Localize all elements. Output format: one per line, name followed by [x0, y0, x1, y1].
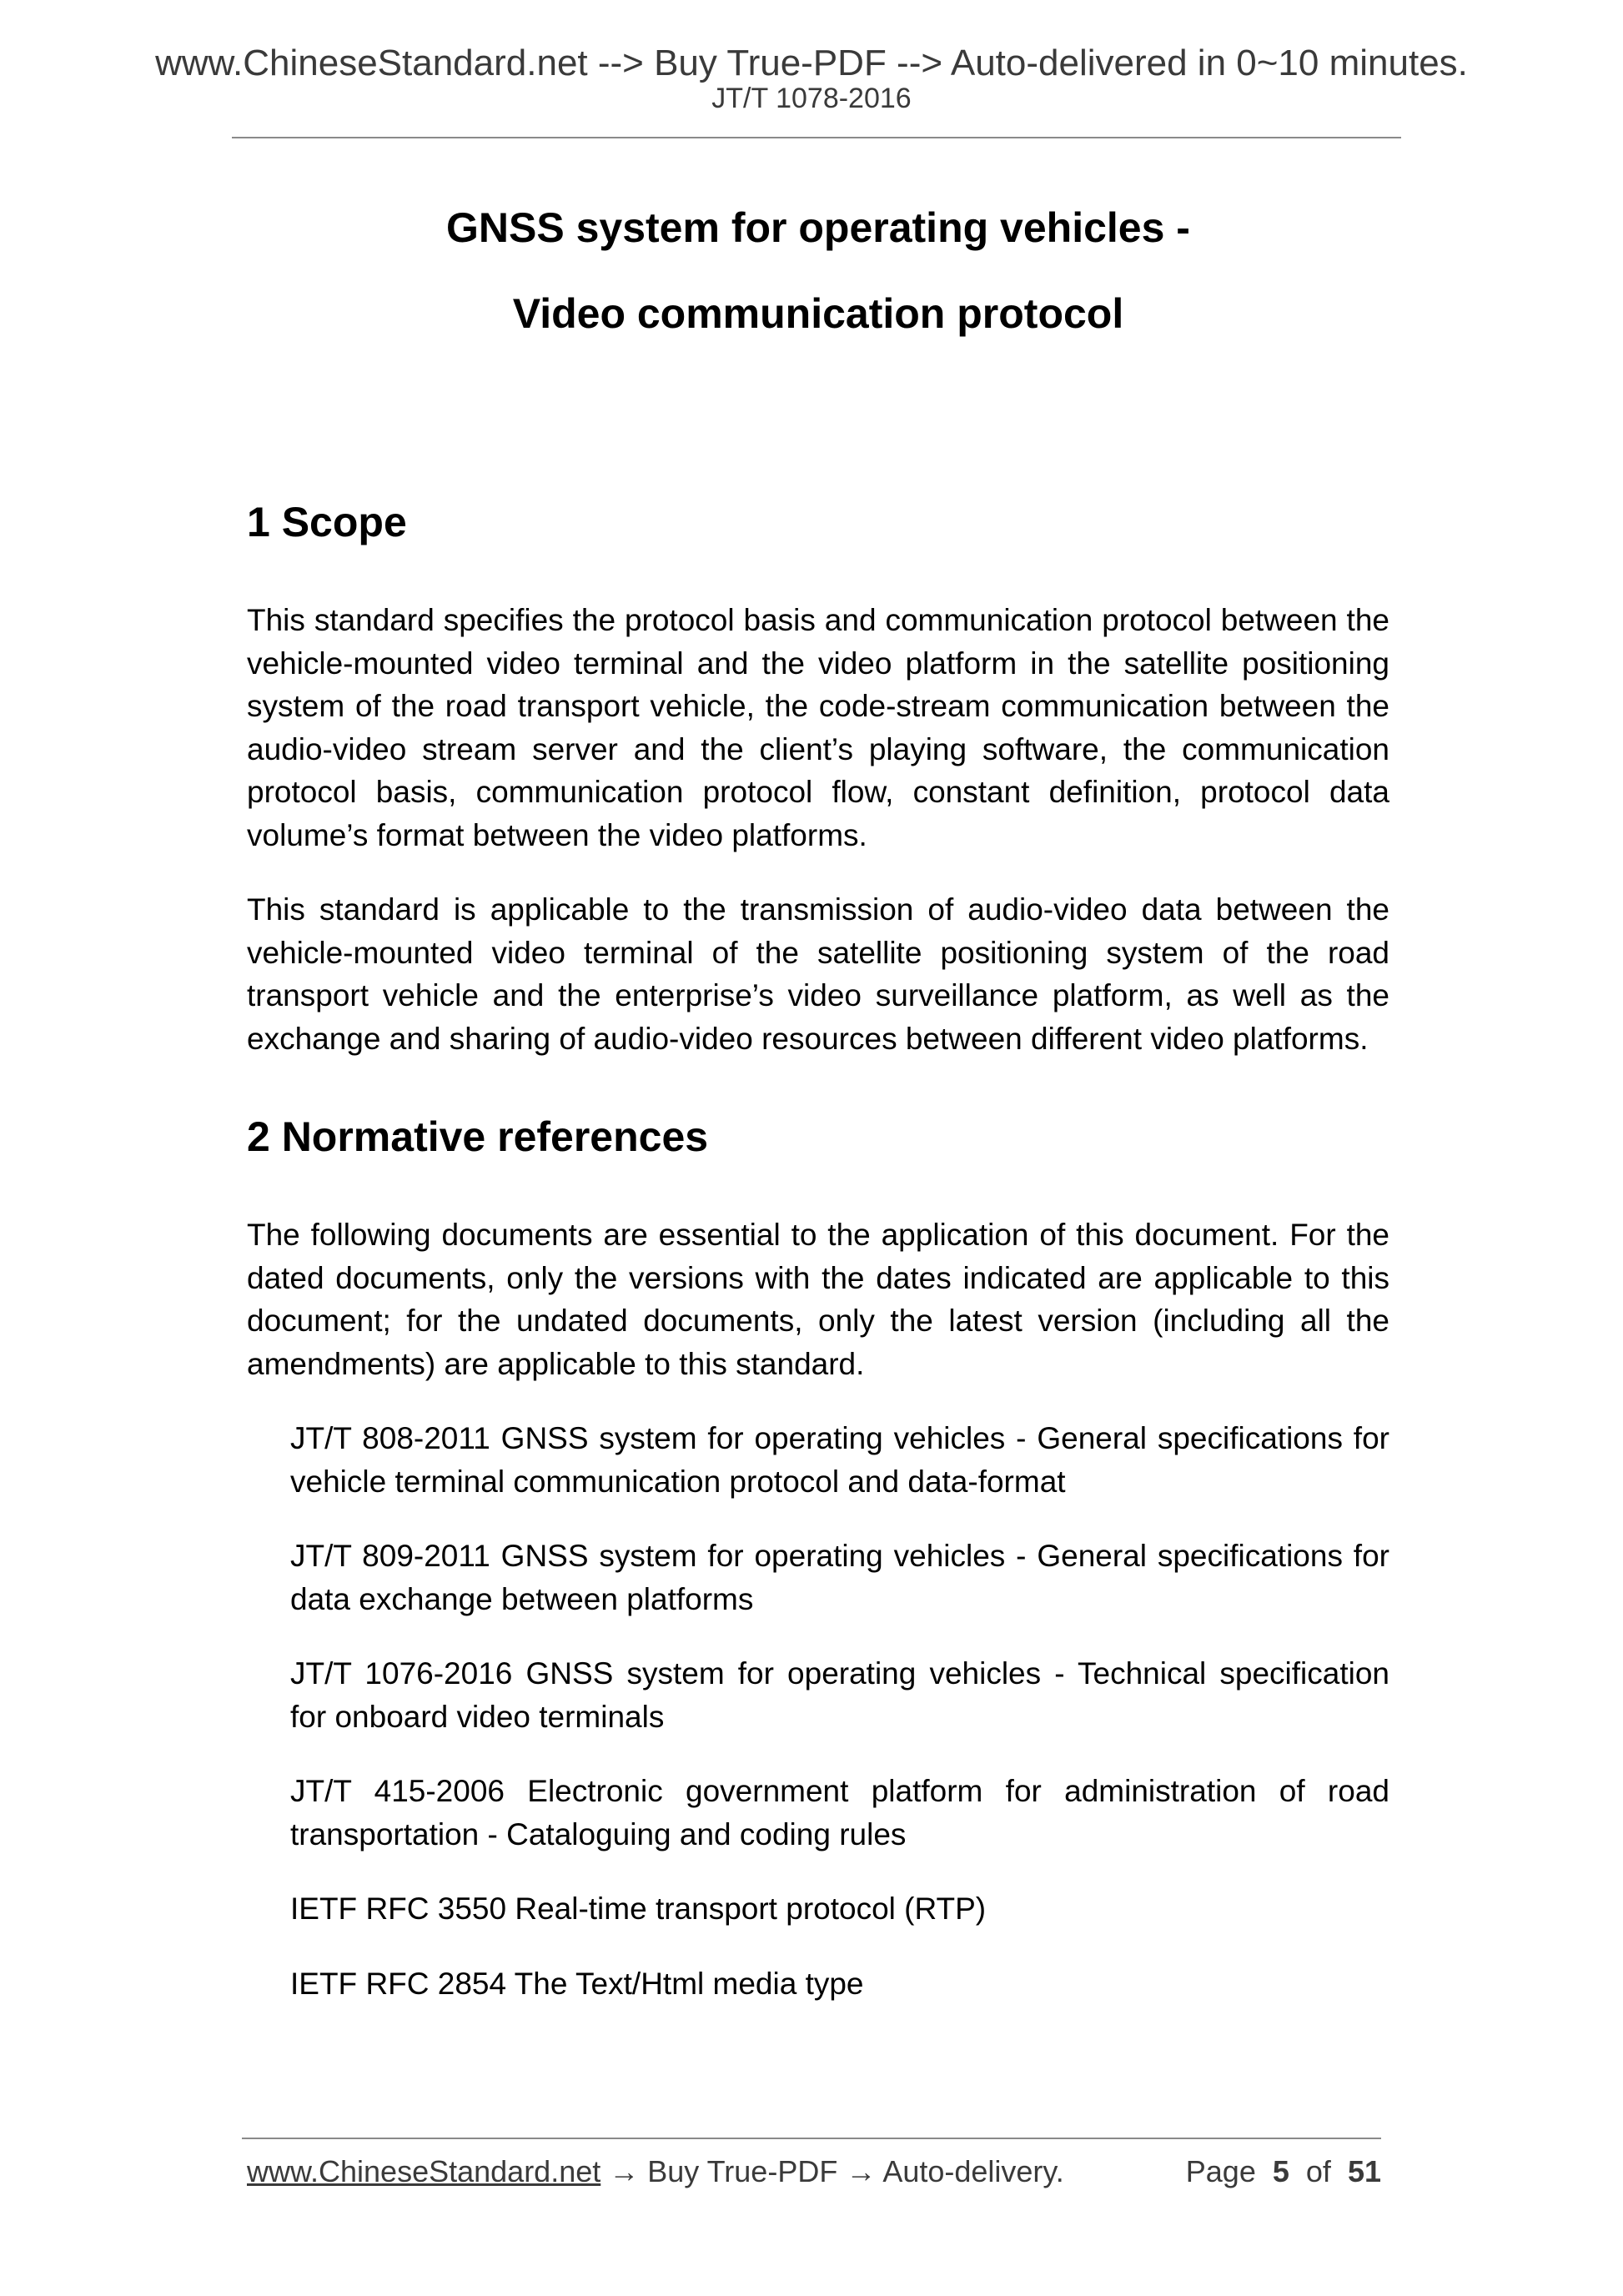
page-word: Page	[1185, 2154, 1256, 2188]
header-divider	[232, 137, 1401, 138]
reference-item: JT/T 809-2011 GNSS system for operating vehicles - General specifications for data exchange between platforms	[290, 1539, 1389, 1616]
reference-list	[247, 1417, 1389, 2005]
header-banner: www.ChineseStandard.net --> Buy True-PDF --> Auto-delivered in 0~10 minutes.	[155, 43, 1468, 83]
footer-tagline: → Buy True-PDF → Auto-delivery.	[600, 2154, 1064, 2188]
page-of: of	[1305, 2154, 1331, 2188]
section-heading-scope: 1 Scope	[247, 499, 407, 545]
scope-paragraph-1: This standard specifies the protocol basis and communication protocol between the vehicle-mounted video terminal and the video platform in the satellite positioning system of the road transport vehicle, the code-stream communication between the audio-video stream server and the client’s playing software, the communication protocol basis, communication protocol flow, constant definition, protocol data volume’s format between the video platforms.	[247, 603, 1389, 852]
reference-item: JT/T 808-2011 GNSS system for operating vehicles - General specifications for vehicle terminal communication protocol and data-format	[290, 1421, 1389, 1499]
document-title-line-1: GNSS system for operating vehicles -	[446, 204, 1190, 251]
reference-item: IETF RFC 3550 Real-time transport protocol (RTP)	[290, 1892, 987, 1926]
footer-divider	[242, 2138, 1381, 2139]
reference-item: JT/T 1076-2016 GNSS system for operating vehicles - Technical specification for onboard video terminals	[290, 1656, 1389, 1734]
reference-item: IETF RFC 2854 The Text/Html media type	[290, 1966, 864, 2001]
references-intro-paragraph: The following documents are essential to the application of this document. For the dated documents, only the versions with the dates indicated are applicable to this document; for the undated documents, only the latest version (including all the amendments) are applicable to this standard.	[247, 1218, 1389, 1381]
page-content	[247, 185, 1389, 2037]
scope-paragraph-2: This standard is applicable to the transmission of audio-video data between the vehicle-mounted video terminal of the satellite positioning system of the road transport vehicle and the enterprise’s video surveillance platform, as well as the exchange and sharing of audio-video resources between different video platforms.	[247, 892, 1389, 1056]
page-total: 51	[1347, 2154, 1381, 2188]
document-title-line-2: Video communication protocol	[512, 290, 1124, 337]
reference-item: JT/T 415-2006 Electronic government platform for administration of road transportation - Cataloguing and coding rules	[290, 1774, 1389, 1851]
document-number: JT/T 1078-2016	[711, 83, 912, 114]
section-heading-normative-references: 2 Normative references	[247, 1113, 709, 1160]
footer-left	[247, 2153, 1064, 2190]
footer-website-link[interactable]: www.ChineseStandard.net	[247, 2154, 601, 2188]
document-title	[247, 185, 1389, 357]
page-current: 5	[1272, 2154, 1289, 2188]
page-number	[1186, 2153, 1381, 2190]
